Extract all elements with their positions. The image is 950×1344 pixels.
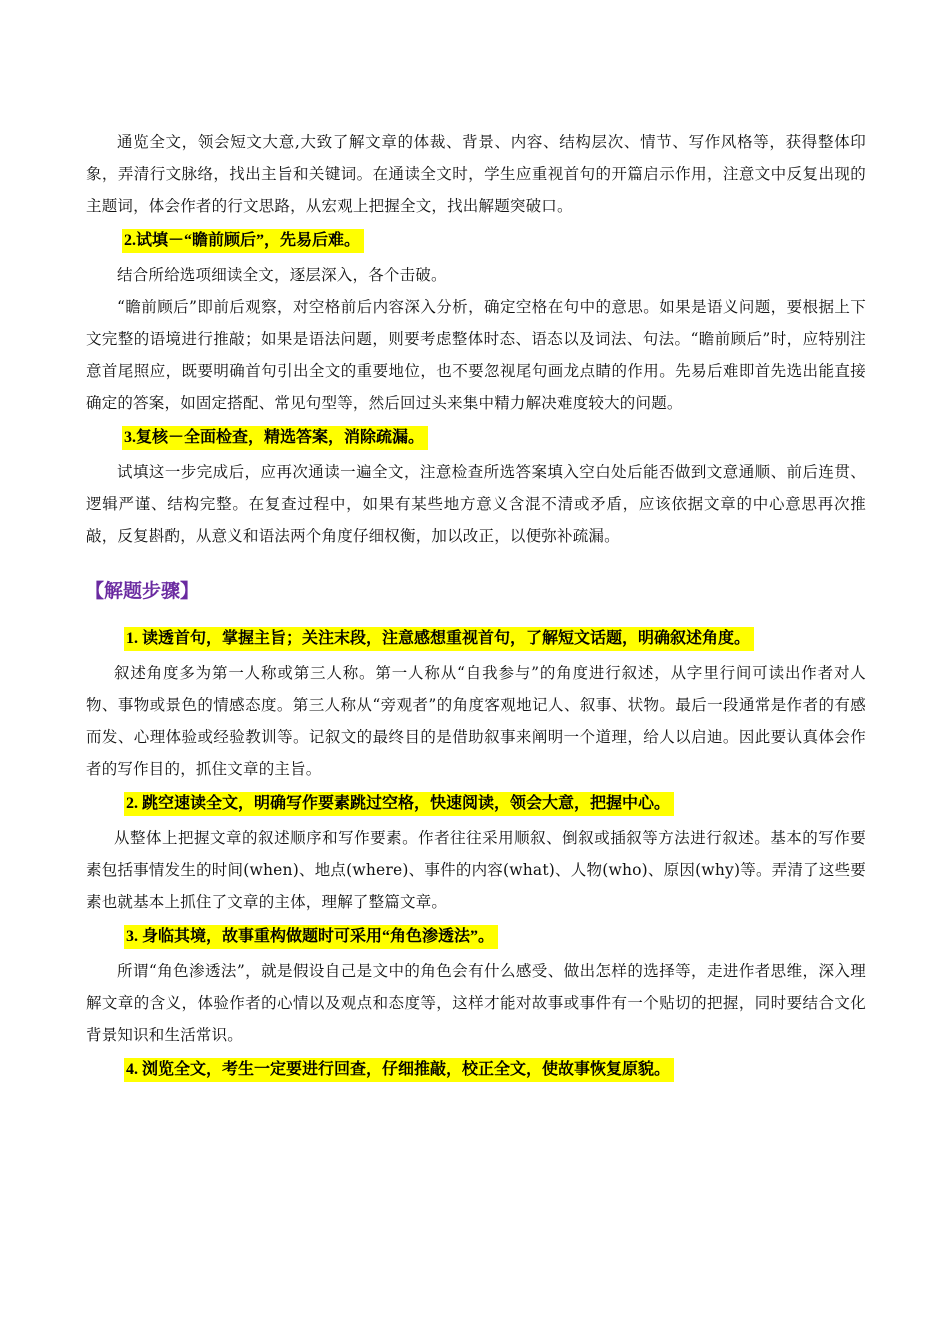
step2-paragraph-2: “瞻前顾后”即前后观察，对空格前后内容深入分析，确定空格在句中的意思。如果是语义问题，要根据上下文完整的语境进行推敲；如果是语法问题，则要考虑整体时态、语态以及词法、句法。“瞻前顾后”时，应特别注意首尾照应，既要明确首句引出全文的重要地位，也不要忽视尾句画龙点睛的作用。先易后难即首先选出能直接确定的答案，如固定搭配、常见句型等，然后回过头来集中精力解决难度较大的问题。 — [86, 298, 866, 412]
solve-step-2-heading-line — [86, 787, 866, 819]
solve-step-1-body: 叙述角度多为第一人称或第三人称。第一人称从“自我参与”的角度进行叙述，从字里行间可读出作者对人物、事物或景色的情感态度。第三人称从“旁观者”的角度客观地记人、叙事、状物。最后一段通常是作者的有感而发、心理体验或经验教训等。记叙文的最终目的是借助叙事来阐明一个道理，给人以启迪。因此要认真体会作者的写作目的，抓住文章的主旨。 — [86, 664, 866, 778]
solve-step-4-heading: 4. 浏览全文，考生一定要进行回查，仔细推敲，校正全文，使故事恢复原貌。 — [124, 1058, 674, 1082]
step3-heading: 3.复核－全面检查，精选答案，消除疏漏。 — [122, 426, 428, 450]
solve-steps-title: 【解题步骤】 — [85, 580, 200, 602]
solve-step-2-body: 从整体上把握文章的叙述顺序和写作要素。作者往往采用顺叙、倒叙或插叙等方法进行叙述。基本的写作要素包括事情发生的时间(when)、地点(where)、事件的内容(what)、人物(who)、原因(why)等。弄清了这些要素也就基本上抓住了文章的主体，理解了整篇文章。 — [86, 829, 866, 911]
solve-step-3-heading: 3. 身临其境，故事重构做题时可采用“角色渗透法”。 — [124, 925, 498, 949]
step2-paragraph-1: 结合所给选项细读全文，逐层深入，各个击破。 — [117, 266, 447, 284]
solve-step-2-heading: 2. 跳空速读全文，明确写作要素跳过空格，快速阅读，领会大意，把握中心。 — [124, 792, 674, 816]
step2-heading-line — [86, 224, 866, 256]
solve-step-4-heading-line — [86, 1053, 866, 1085]
step2-heading: 2.试填－“瞻前顾后”，先易后难。 — [122, 229, 364, 253]
step3-heading-line — [86, 421, 866, 453]
solve-step-3-body: 所谓“角色渗透法”，就是假设自己是文中的角色会有什么感受、做出怎样的选择等，走进作者思维，深入理解文章的含义，体验作者的心情以及观点和态度等，这样才能对故事或事件有一个贴切的把握，同时要结合文化背景知识和生活常识。 — [86, 962, 866, 1044]
document-content — [86, 126, 866, 1088]
solve-step-3-heading-line — [86, 920, 866, 952]
solve-step-1-heading-line — [86, 622, 866, 654]
intro-paragraph: 通览全文，领会短文大意,大致了解文章的体裁、背景、内容、结构层次、情节、写作风格等，获得整体印象，弄清行文脉络，找出主旨和关键词。在通读全文时，学生应重视首句的开篇启示作用，注意文中反复出现的主题词，体会作者的行文思路，从宏观上把握全文，找出解题突破口。 — [86, 133, 866, 215]
step3-paragraph: 试填这一步完成后，应再次通读一遍全文，注意检查所选答案填入空白处后能否做到文意通顺、前后连贯、逻辑严谨、结构完整。在复查过程中，如果有某些地方意义含混不清或矛盾，应该依据文章的中心意思再次推敲，反复斟酌，从意义和语法两个角度仔细权衡，加以改正，以便弥补疏漏。 — [86, 463, 866, 545]
solve-step-1-heading: 1. 读透首句，掌握主旨；关注末段，注意感想重视首句，了解短文话题，明确叙述角度。 — [124, 627, 754, 651]
